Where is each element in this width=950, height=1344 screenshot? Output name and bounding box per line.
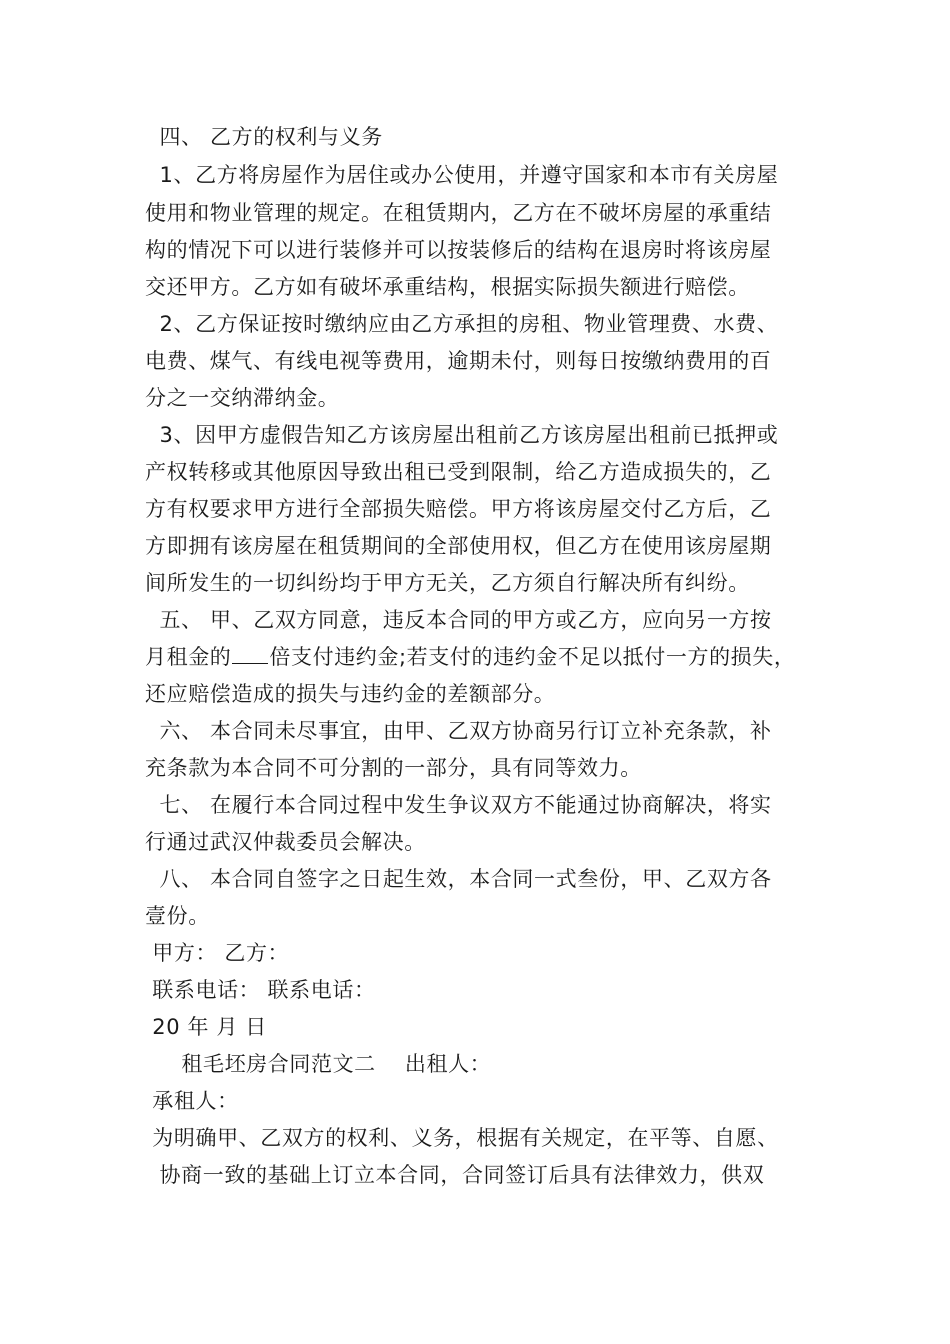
paragraph-line: 3、因甲方虚假告知乙方该房屋出租前乙方该房屋出租前已抵押或	[145, 423, 779, 447]
second-contract-title: 租毛坯房合同范文二 出租人：	[145, 1052, 492, 1076]
paragraph-line: 间所发生的一切纠纷均于甲方无关，乙方须自行解决所有纠纷。	[145, 571, 750, 595]
paragraph-line: 充条款为本合同不可分割的一部分，具有同等效力。	[145, 756, 642, 780]
paragraph-line: 产权转移或其他原因导致出租已受到限制，给乙方造成损失的，乙	[145, 460, 772, 484]
paragraph-line: 为明确甲、乙双方的权利、义务，根据有关规定，在平等、自愿、	[145, 1126, 779, 1150]
paragraph-line: 还应赔偿造成的损失与违约金的差额部分。	[145, 682, 556, 706]
paragraph-line	[145, 644, 795, 670]
paragraph-line: 方有权要求甲方进行全部损失赔偿。甲方将该房屋交付乙方后，乙	[145, 497, 772, 521]
paragraph-line: 1、乙方将房屋作为居住或办公使用，并遵守国家和本市有关房屋	[145, 163, 779, 187]
paragraph-line: 2、乙方保证按时缴纳应由乙方承担的房租、物业管理费、水费、	[145, 312, 779, 336]
paragraph-line: 构的情况下可以进行装修并可以按装修后的结构在退房时将该房屋	[145, 238, 772, 262]
section-heading-8: 八、 本合同自签字之日起生效，本合同一式叁份，甲、乙双方各	[145, 867, 772, 891]
paragraph-line: 协商一致的基础上订立本合同，合同签订后具有法律效力，供双	[145, 1163, 765, 1187]
text-segment: 倍支付违约金;若支付的违约金不足以抵付一方的损失，	[269, 645, 796, 669]
section-heading-7: 七、 在履行本合同过程中发生争议双方不能通过协商解决，将实	[145, 793, 772, 817]
contact-phones: 联系电话： 联系电话：	[145, 978, 376, 1002]
paragraph-line: 行通过武汉仲裁委员会解决。	[145, 830, 426, 854]
date-line: 20 年 月 日	[145, 1015, 267, 1039]
section-heading-5: 五、 甲、乙双方同意，违反本合同的甲方或乙方，应向另一方按	[145, 608, 772, 632]
paragraph-line: 壹份。	[145, 904, 210, 928]
paragraph-line: 分之一交纳滞纳金。	[145, 386, 340, 410]
section-heading-4: 四、 乙方的权利与义务	[145, 125, 383, 149]
paragraph-line: 使用和物业管理的规定。在租赁期内，乙方在不破坏房屋的承重结	[145, 201, 772, 225]
section-heading-6: 六、 本合同未尽事宜，由甲、乙双方协商另行订立补充条款，补	[145, 719, 772, 743]
fill-in-blank	[232, 645, 268, 664]
paragraph-line: 电费、煤气、有线电视等费用，逾期未付，则每日按缴纳费用的百	[145, 349, 772, 373]
lessee-label: 承租人：	[145, 1089, 239, 1113]
signature-parties: 甲方： 乙方：	[145, 941, 290, 965]
paragraph-line: 交还甲方。乙方如有破坏承重结构，根据实际损失额进行赔偿。	[145, 275, 750, 299]
text-segment: 月租金的	[145, 645, 232, 669]
paragraph-line: 方即拥有该房屋在租赁期间的全部使用权，但乙方在使用该房屋期	[145, 534, 772, 558]
